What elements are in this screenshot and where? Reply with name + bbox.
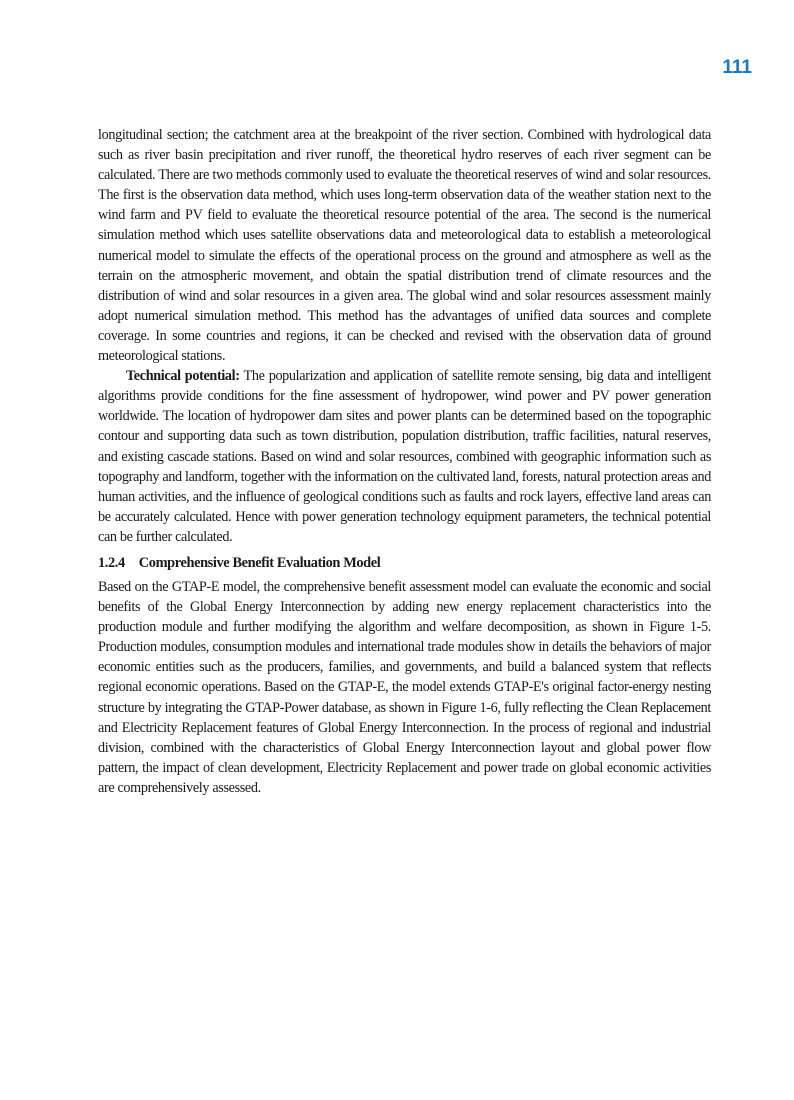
section-number: 1.2.4 xyxy=(98,554,125,571)
technical-potential-text: The popularization and application of satellite remote sensing, big data and intelligent algorithms provide conditions for the fine assessment of hydropower, wind power and PV power generation worldwide. The location of hydropower dam sites and power plants can be determined based on the topographic contour and supporting data such as town distribution, population distribution, traffic facilities, natural reserves, and existing cascade stations. Based on wind and solar resources, combined with geographic information such as topography and landform, together with the information on the cultivated land, forests, natural protection areas and human activities, and the influence of geological conditions such as faults and rock layers, effective land areas can be accurately calculated. Hence with power generation technology equipment parameters, the technical potential can be further calculated. xyxy=(98,368,711,545)
technical-potential-lead: Technical potential: xyxy=(126,368,240,385)
body-content xyxy=(98,125,711,798)
paragraph-benefit-model: Based on the GTAP-E model, the comprehensive benefit assessment model can evaluate the economic and social benefits of the Global Energy Interconnection by adding new energy replacement characteristics into the production module and further modifying the algorithm and welfare decomposition, as shown in Figure 1-5. Production modules, consumption modules and international trade modules show in details the behaviors of major economic entities such as the producers, families, and governments, and build a balanced system that reflects regional economic operations. Based on the GTAP-E, the model extends GTAP-E's original factor-energy nesting structure by integrating the GTAP-Power database, as shown in Figure 1-6, fully reflecting the Clean Replacement and Electricity Replacement features of Global Energy Interconnection. In the process of regional and industrial division, combined with the characteristics of Global Energy Interconnection layout and global power flow pattern, the impact of clean development, Electricity Replacement and power trade on global economic activities are comprehensively assessed. xyxy=(98,578,711,796)
section-heading xyxy=(98,553,711,573)
paragraph-theoretical-potential: longitudinal section; the catchment area at the breakpoint of the river section. Combined with hydrological data such as river basin precipitation and river runoff, the theoretical hydro reserves of each river segment can be calculated. There are two methods commonly used to evaluate the theoretical reserves of wind and solar resources. The first is the observation data method, which uses long-term observation data of the weather station next to the wind farm and PV field to evaluate the theoretical resource potential of the area. The second is the numerical simulation method which uses satellite observations data and meteorological data to establish a meteorological numerical model to simulate the effects of the operational process on the ground and atmosphere as well as the terrain on the atmospheric movement, and obtain the spatial distribution trend of climate resources and the distribution of wind and solar resources in a given area. The global wind and solar resources assessment mainly adopt numerical simulation method. This method has the advantages of unified data sources and complete coverage. In some countries and regions, it can be checked and revised with the observation data of ground meteorological stations. xyxy=(98,127,711,365)
section-title: Comprehensive Benefit Evaluation Model xyxy=(138,554,381,571)
paragraph-technical-potential xyxy=(98,366,711,547)
page-number: 111 xyxy=(722,57,752,78)
